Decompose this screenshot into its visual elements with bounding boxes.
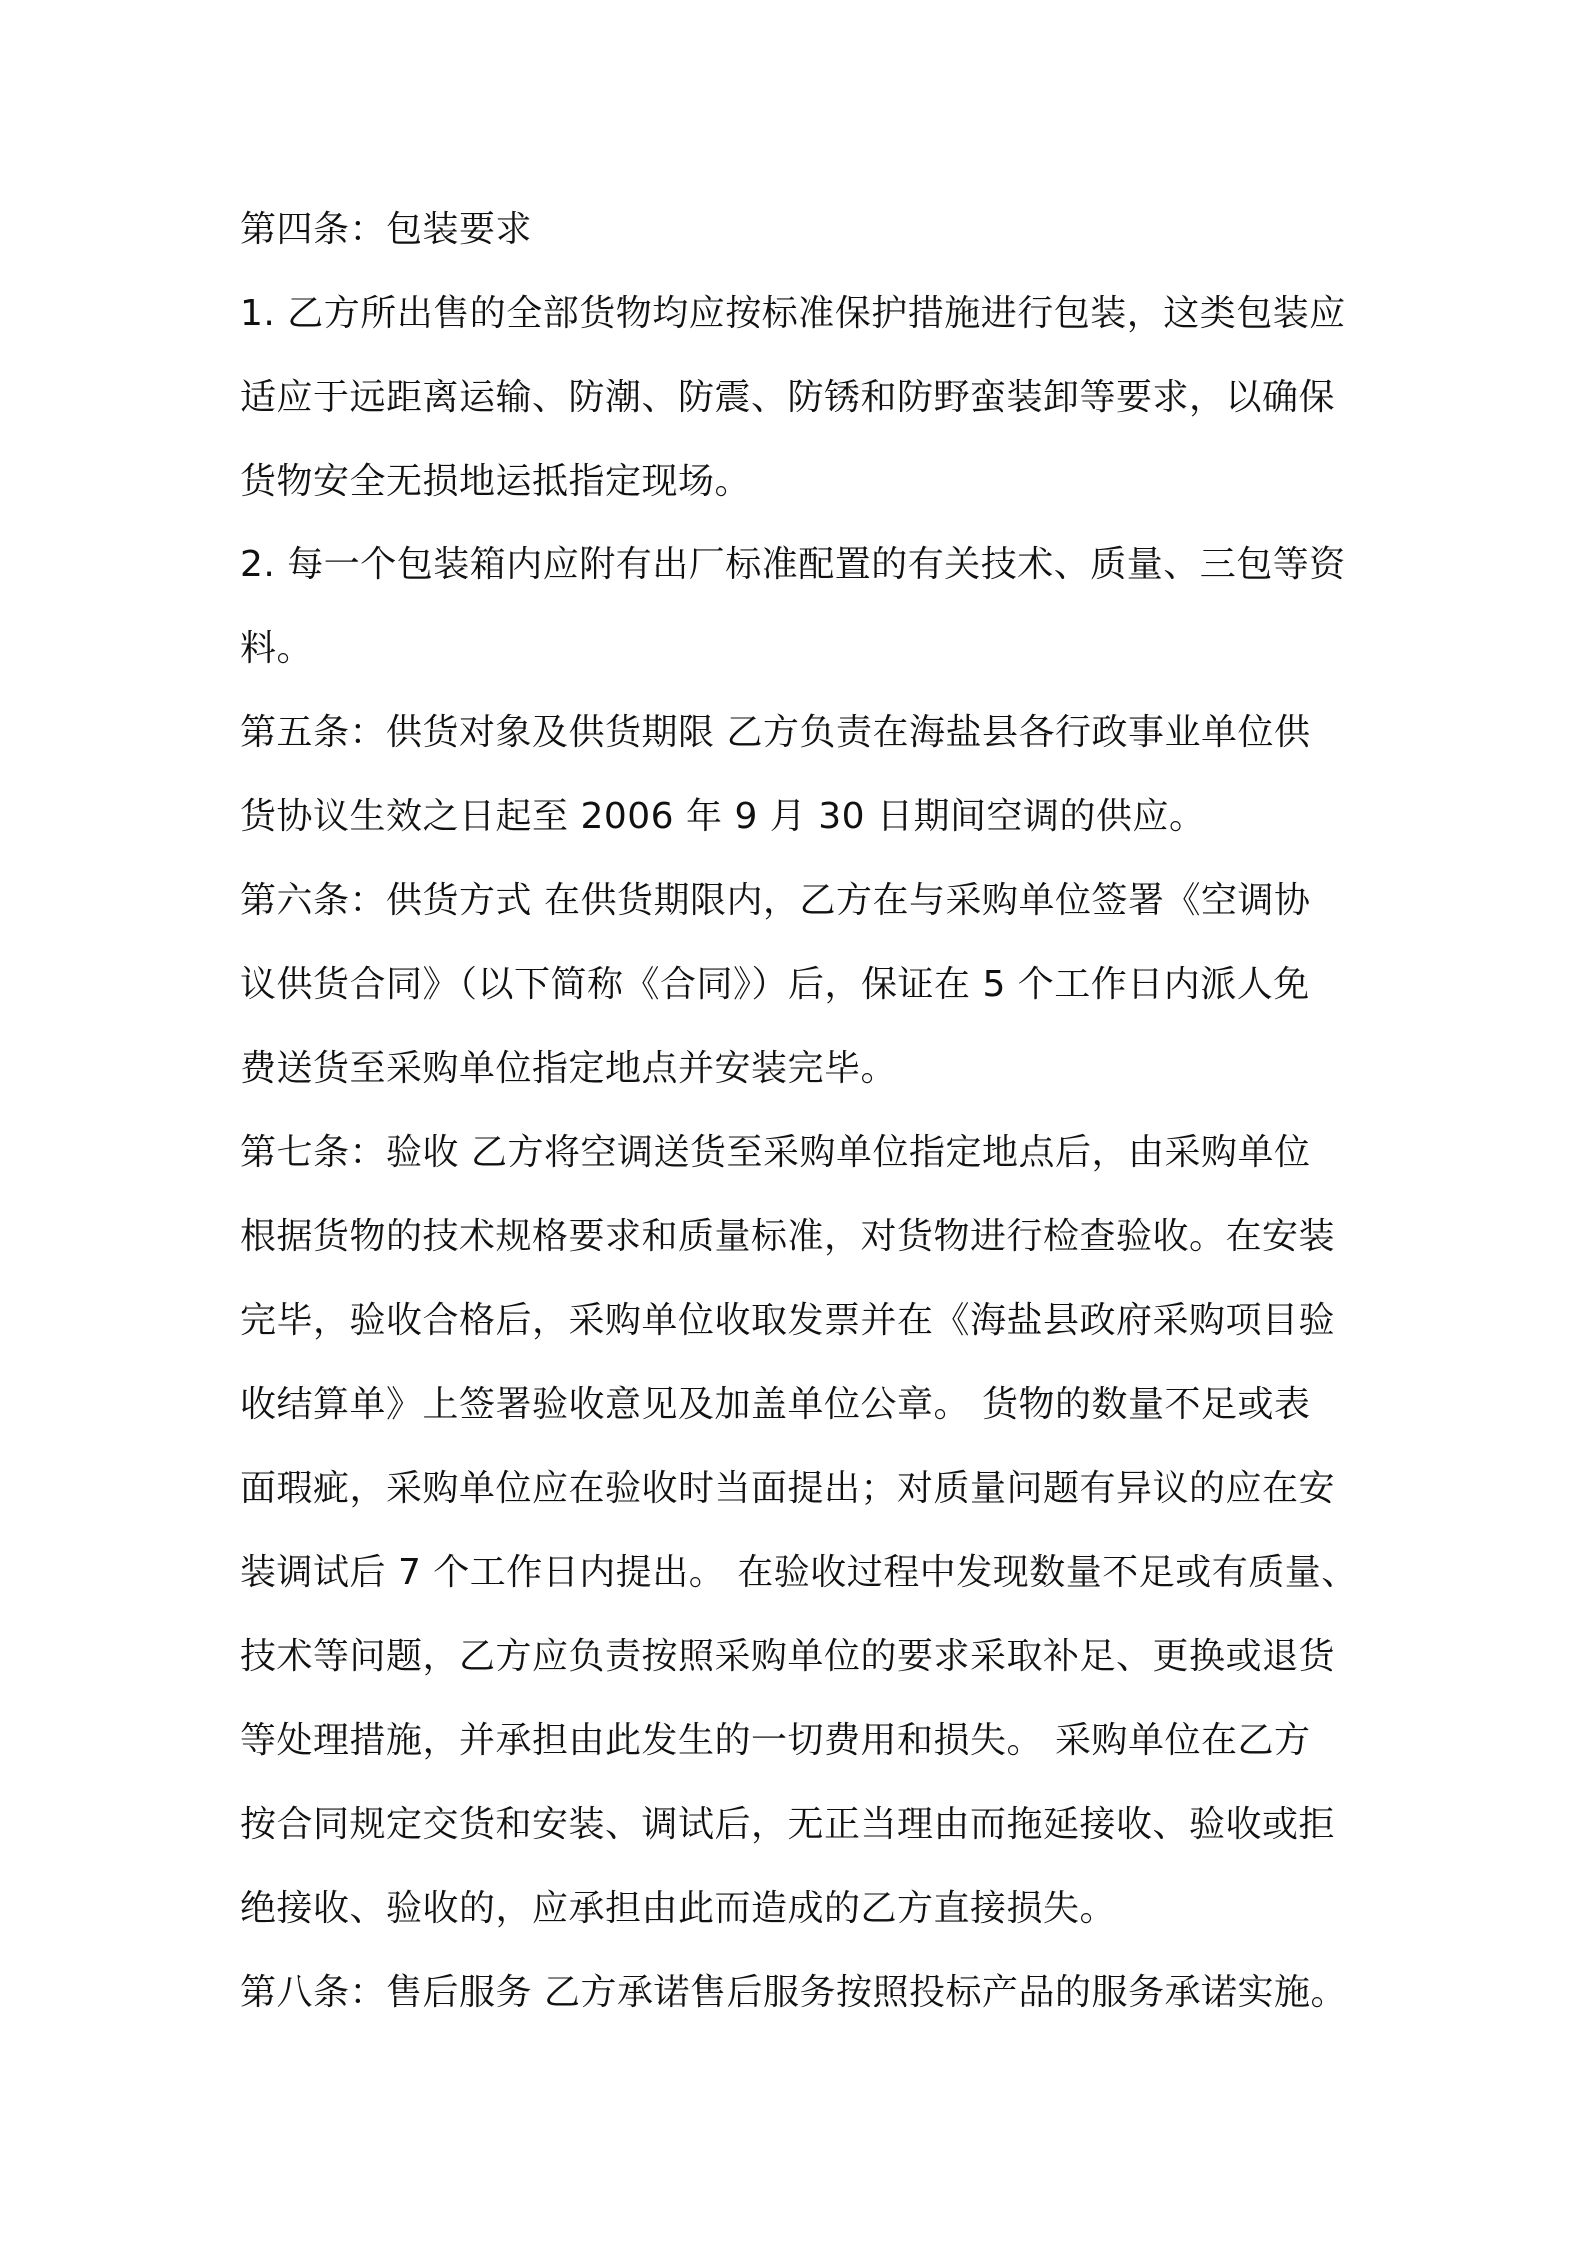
article-6-line-2: 议供货合同》（以下简称《合同》）后，保证在 5 个工作日内派人免 xyxy=(240,964,1310,1005)
article-6-line-3: 费送货至采购单位指定地点并安装完毕。 xyxy=(240,1048,898,1089)
article-7-line-1: 第七条：验收 乙方将空调送货至采购单位指定地点后，由采购单位 xyxy=(240,1132,1311,1173)
article-7-line-3: 完毕，验收合格后，采购单位收取发票并在《海盐县政府采购项目验 xyxy=(240,1300,1336,1341)
article-4-item-2-line-2: 料。 xyxy=(240,628,314,669)
article-7-line-10: 绝接收、验收的，应承担由此而造成的乙方直接损失。 xyxy=(240,1888,1117,1929)
article-6-line-1: 第六条：供货方式 在供货期限内，乙方在与采购单位签署《空调协 xyxy=(240,880,1311,921)
article-8-line-1: 第八条：售后服务 乙方承诺售后服务按照投标产品的服务承诺实施。 xyxy=(240,1972,1347,2013)
article-7-line-6: 装调试后 7 个工作日内提出。 在验收过程中发现数量不足或有质量、 xyxy=(240,1552,1358,1593)
article-4-item-1-line-2: 适应于远距离运输、防潮、防震、防锈和防野蛮装卸等要求，以确保 xyxy=(240,377,1336,418)
article-5-line-1: 第五条：供货对象及供货期限 乙方负责在海盐县各行政事业单位供 xyxy=(240,712,1311,753)
article-4-item-1-line-3: 货物安全无损地运抵指定现场。 xyxy=(240,461,752,502)
article-7-line-7: 技术等问题，乙方应负责按照采购单位的要求采取补足、更换或退货 xyxy=(240,1636,1336,1677)
article-7-line-5: 面瑕疵，采购单位应在验收时当面提出；对质量问题有异议的应在安 xyxy=(240,1468,1336,1509)
article-7-line-4: 收结算单》上签署验收意见及加盖单位公章。 货物的数量不足或表 xyxy=(240,1384,1311,1425)
article-7-line-2: 根据货物的技术规格要求和质量标准，对货物进行检查验收。在安装 xyxy=(240,1216,1336,1257)
article-4-item-1-line-1: 1. 乙方所出售的全部货物均应按标准保护措施进行包装，这类包装应 xyxy=(240,293,1346,334)
article-4-item-2-line-1: 2. 每一个包装箱内应附有出厂标准配置的有关技术、质量、三包等资 xyxy=(240,544,1346,585)
article-5-line-2: 货协议生效之日起至 2006 年 9 月 30 日期间空调的供应。 xyxy=(240,796,1206,837)
article-4-heading: 第四条：包装要求 xyxy=(240,209,533,250)
article-7-line-8: 等处理措施，并承担由此发生的一切费用和损失。 采购单位在乙方 xyxy=(240,1720,1311,1761)
article-7-line-9: 按合同规定交货和安装、调试后，无正当理由而拖延接收、验收或拒 xyxy=(240,1804,1336,1845)
